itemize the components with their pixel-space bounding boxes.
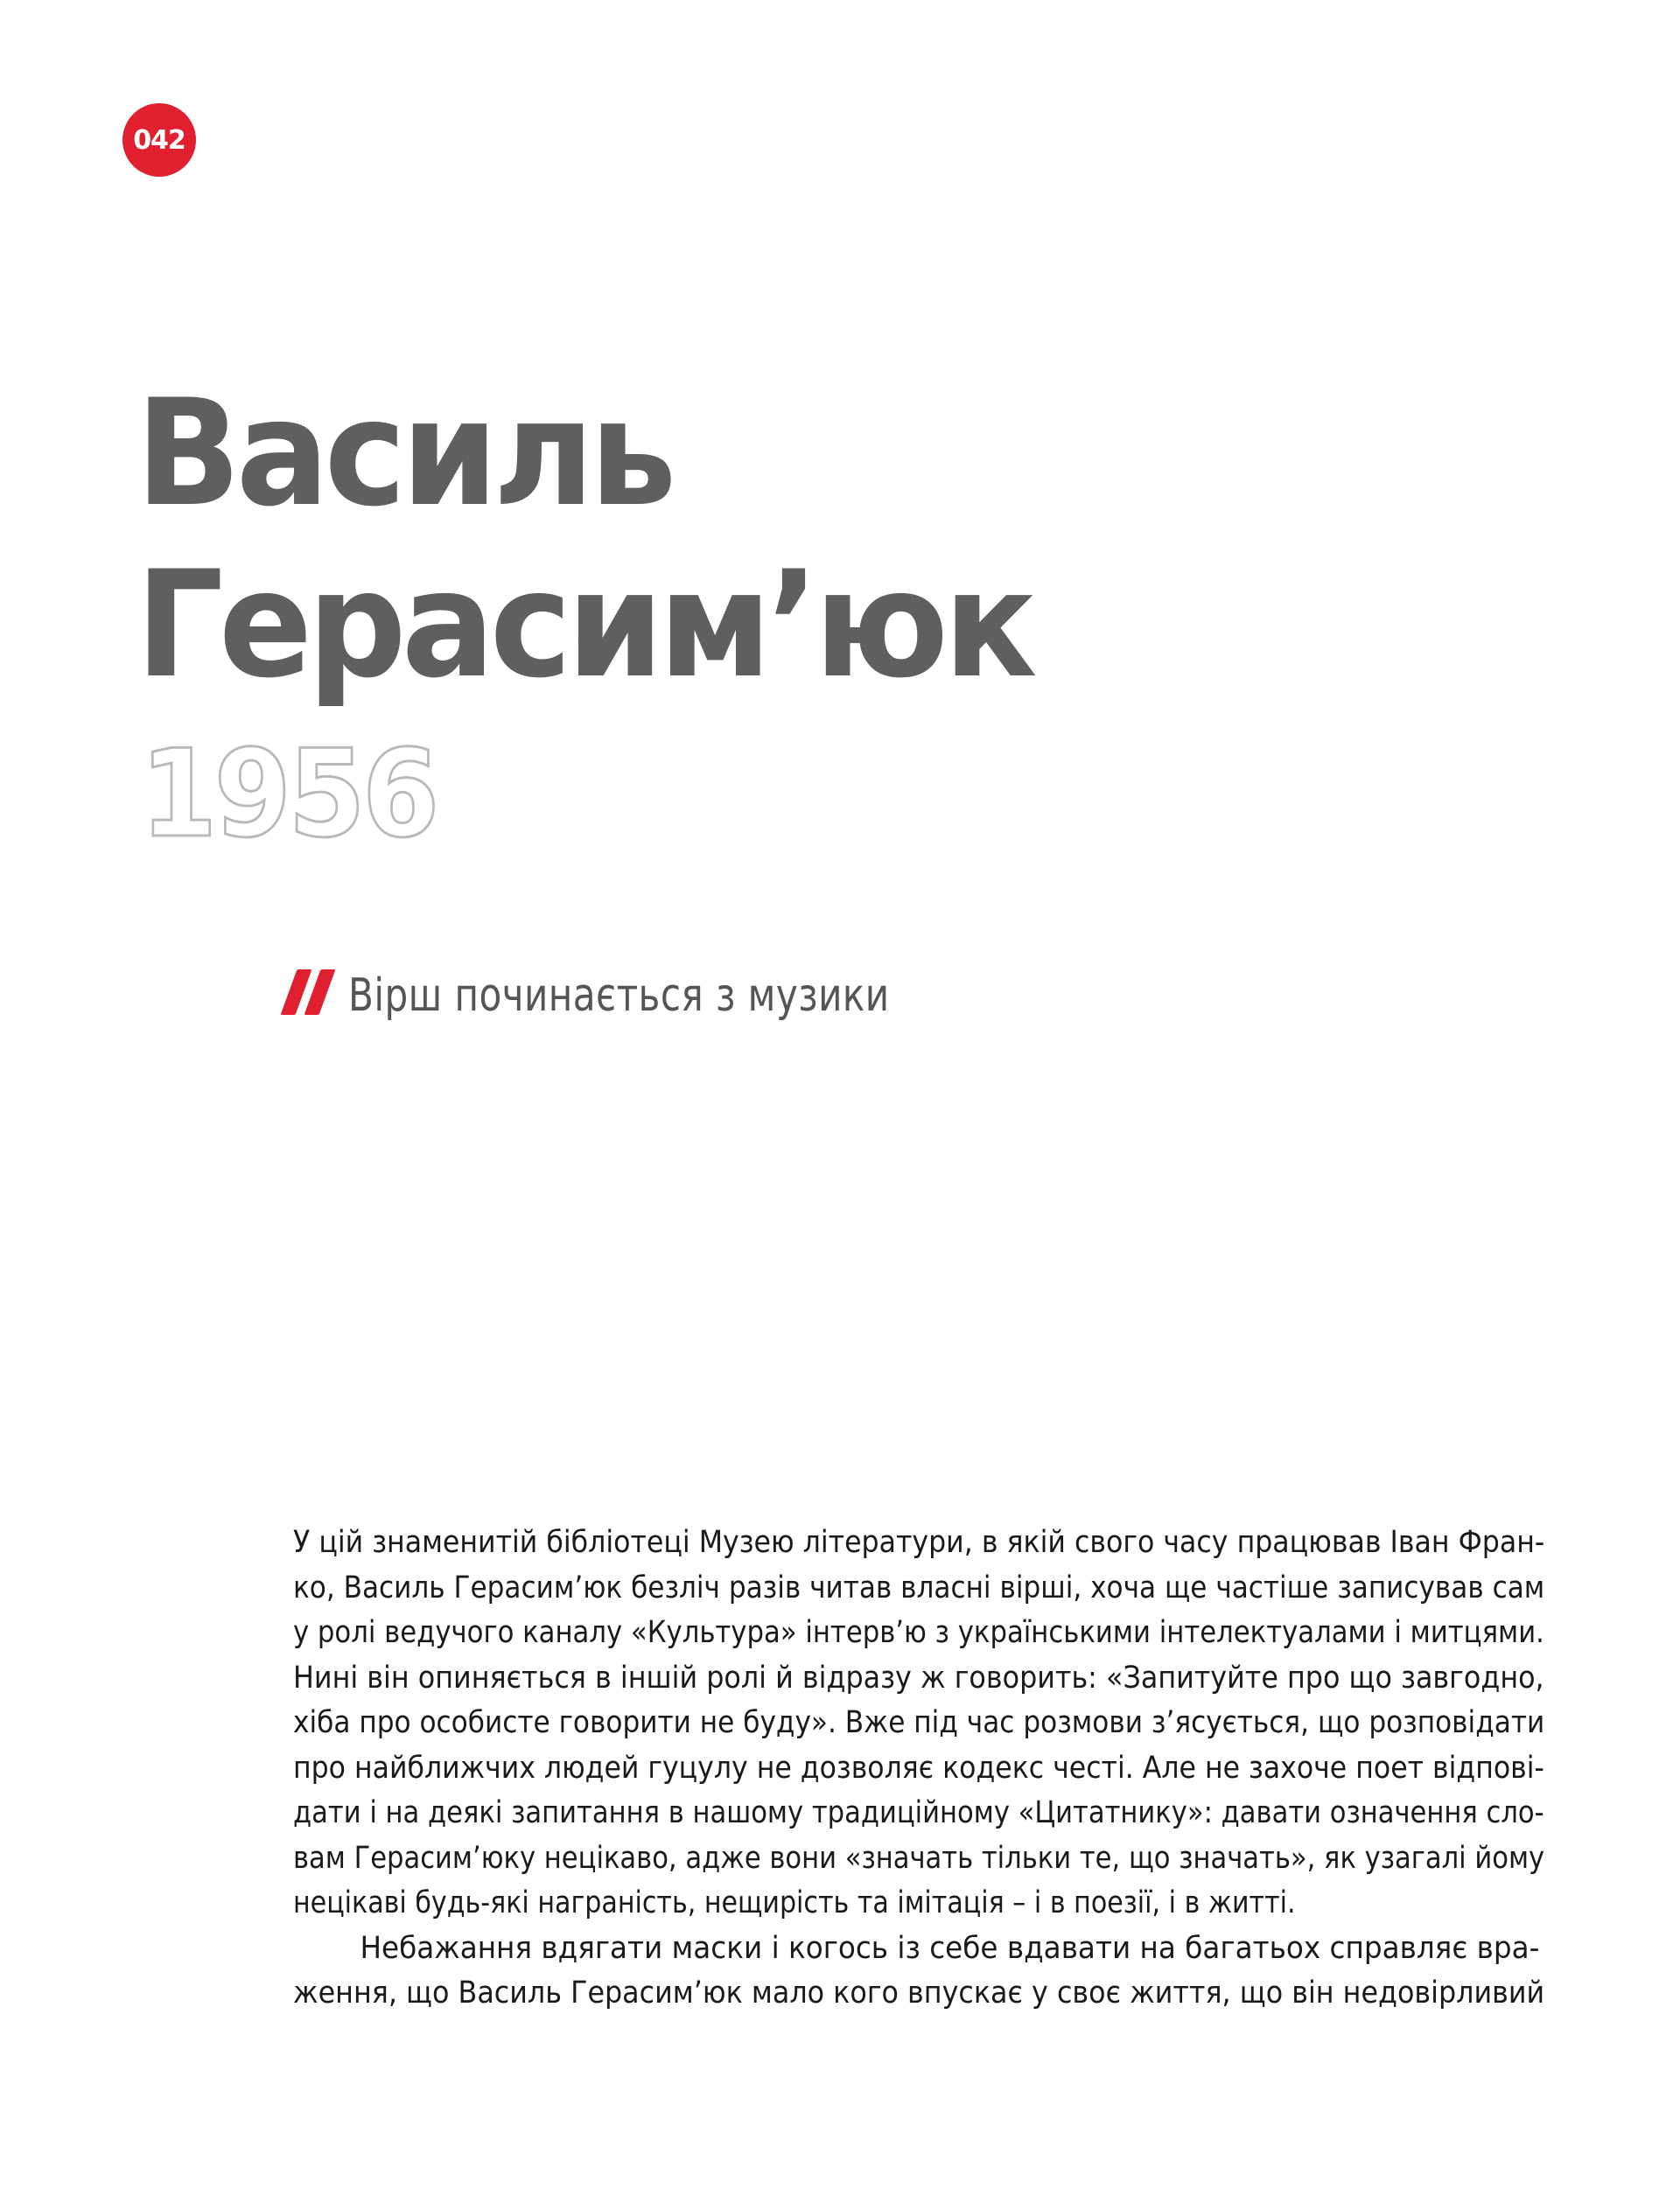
text-line: дати і на деякі запитання в нашому традиційному «Цитатнику»: давати означення сло- — [293, 1795, 1544, 1830]
text-line: Нині він опиняється в іншій ролі й відразу ж говорить: «Запитуйте про що завгодно, — [293, 1660, 1544, 1696]
pull-quote — [289, 969, 949, 1022]
text-line: про найближчих людей гуцулу не дозволяє кодекс честі. Але не захоче поет відпові- — [293, 1750, 1544, 1786]
quote-mark-icon — [289, 969, 327, 1015]
text-line: вам Герасим’юку нецікаво, адже вони «значать тільки те, що значать», як узагалі йому — [293, 1840, 1545, 1876]
text-line: Небажання вдягати маски і когось із себе вдавати на багатьох справляє вра- — [360, 1930, 1540, 1966]
page-number-badge — [122, 103, 196, 177]
text-line: У цій знаменитій бібліотеці Музею літератури, в якій свого часу працював Іван Фран- — [293, 1525, 1545, 1560]
page-number: 042 — [133, 124, 186, 156]
text-line: ження, що Василь Герасим’юк мало кого впускає у своє життя, що він недовірливий — [293, 1976, 1545, 2011]
text-line: хіба про особисте говорити не буду». Вже під час розмови з’ясується, що розповідати — [293, 1705, 1545, 1740]
birth-year: 1956 — [140, 724, 437, 864]
title-first-name: Василь — [136, 367, 672, 539]
pull-quote-text: Вірш починається з музики — [348, 969, 890, 1022]
text-line: нецікаві будь-які награність, нещирість та імітація – і в поезії, і в житті. — [293, 1885, 1296, 1920]
title-last-name: Герасим’юк — [136, 539, 1032, 710]
article-body — [293, 1521, 1544, 2017]
text-line: ко, Василь Герасим’юк безліч разів читав власні вірші, хоча ще частіше записував сам — [293, 1570, 1545, 1605]
paragraph — [293, 1927, 1544, 2017]
text-line: у ролі ведучого каналу «Культура» інтерв’ю з українськими інтелектуалами і митцями. — [293, 1615, 1544, 1650]
paragraph — [293, 1521, 1544, 1927]
page-title — [136, 367, 1032, 710]
